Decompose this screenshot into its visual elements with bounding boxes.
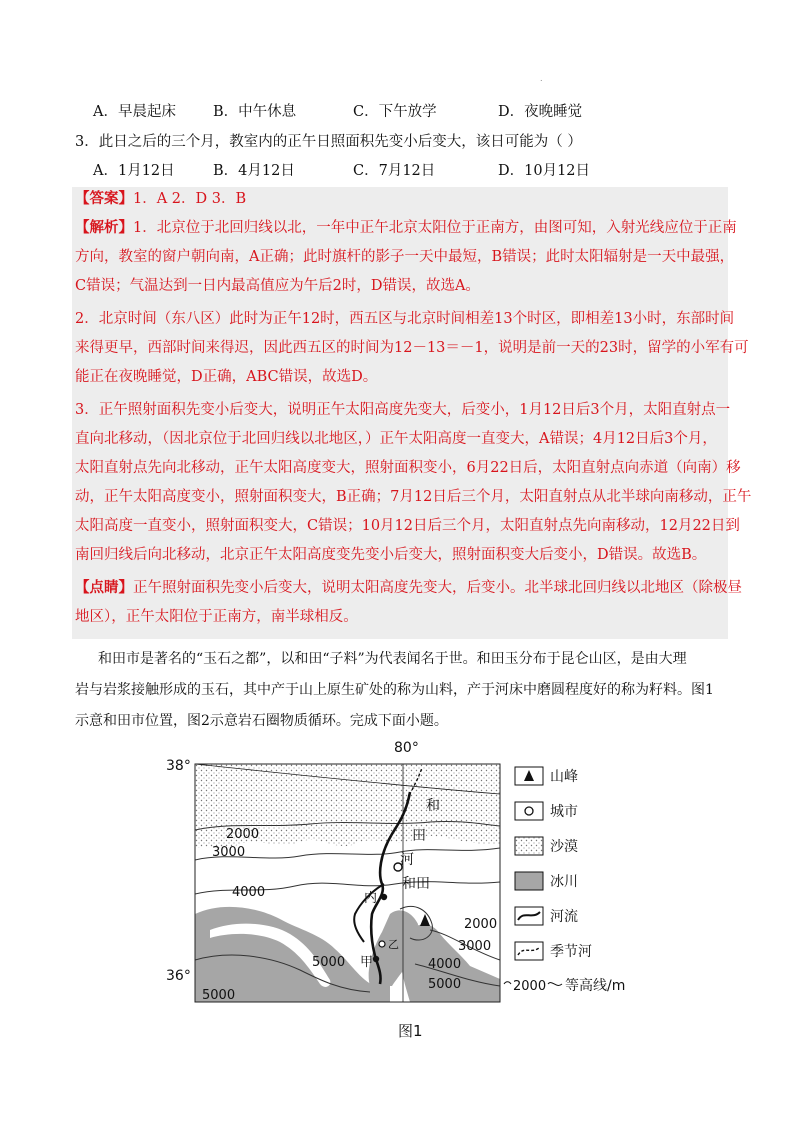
contour-3000-a: 3000 (212, 845, 246, 860)
analysis-line-7: 3．正午照射面积先变小后变大，说明正午太阳高度先变大，后变小，1月12日后3个月，太阳直射点一 (75, 402, 731, 418)
legend-city-label: 城市 (550, 804, 578, 820)
intro-line-1: 和田市是著名的“玉石之都”，以和田“子料”为代表闻名于世。和田玉分布于昆仑山区，是由大理 (98, 651, 687, 667)
legend-river-label: 河流 (550, 909, 578, 925)
legend-desert-swatch (515, 837, 543, 855)
hotan-map (160, 734, 680, 1044)
contour-5000-b: 5000 (428, 977, 462, 992)
analysis-line-5: 来得更早，西部时间来得迟，因此西五区的时间为12－13＝－1，说明是前一天的23时，留学的小军有可 (75, 340, 749, 356)
q3-option-a: A．1月12日 (93, 163, 175, 179)
point-yi (379, 941, 385, 947)
legend-contour-icon (548, 983, 562, 986)
contour-2000-b: 2000 (464, 917, 498, 932)
legend-seasonal-label: 季节河 (550, 944, 592, 960)
point-jia (373, 956, 379, 962)
legend-peak-label: 山峰 (550, 769, 578, 785)
answer-tag: 【答案】 (75, 190, 133, 207)
q3-option-b: B．4月12日 (213, 163, 295, 179)
analysis-line-1 (75, 218, 737, 238)
analysis-line-8: 直向北移动，（因北京位于北回归线以北地区，）正午太阳高度一直变大，A错误；4月12日后3个月， (75, 431, 717, 447)
river-label-1: 和 (426, 798, 440, 814)
answer-text: 1．A 2．D 3．B (133, 191, 247, 207)
comment-tag: 【点睛】 (75, 579, 133, 596)
q2-option-b: B．中午休息 (213, 104, 297, 120)
comment-line-1 (75, 578, 742, 598)
legend-contour-value: 2000 (513, 979, 547, 994)
map-legend (504, 767, 625, 994)
answer-line (75, 189, 246, 209)
contour-3000-b: 3000 (458, 939, 492, 954)
analysis-line-6: 能正在夜晚睡觉，D正确，ABC错误，故选D。 (75, 369, 378, 385)
contour-5000-a: 5000 (312, 955, 346, 970)
q3-option-d: D．10月12日 (498, 163, 591, 179)
top-mark: . (540, 74, 543, 83)
q2-option-d: D．夜晚睡觉 (498, 104, 583, 120)
analysis-line-12: 南回归线后向北移动，北京正午太阳高度变先变小后变大，照射面积变大后变小，D错误。故选B。 (75, 547, 707, 563)
legend-city-icon (525, 807, 533, 815)
contour-4000-b: 4000 (428, 957, 462, 972)
point-nei (381, 894, 387, 900)
analysis-line-11: 太阳高度一直变小，照射面积变大，C错误；10月12日后三个月，太阳直射点先向南移动，12月22日到 (75, 518, 740, 534)
q2-options (93, 100, 733, 122)
lat-top-label: 38° (166, 758, 191, 774)
legend-glacier-swatch (515, 872, 543, 890)
map-svg (160, 734, 680, 1044)
river-label-3: 河 (400, 852, 414, 868)
comment-line-2: 地区），正午太阳位于正南方，南半球相反。 (75, 609, 358, 625)
contour-5000-c: 5000 (202, 988, 236, 1003)
analysis-tag: 【解析】 (75, 219, 133, 236)
lat-bottom-label: 36° (166, 968, 191, 984)
label-jia: 甲 (360, 955, 374, 970)
analysis-line-3: C错误；气温达到一日内最高值应为午后2时，D错误，故选A。 (75, 278, 480, 294)
intro-line-2: 岩与岩浆接触形成的玉石，其中产于山上原生矿处的称为山料，产于河床中磨圆程度好的称为籽料。图1 (75, 682, 714, 698)
q3-option-c: C．7月12日 (353, 163, 436, 179)
contour-2000-a: 2000 (226, 827, 260, 842)
analysis-line-4: 2．北京时间（东八区）此时为正午12时，西五区与北京时间相差13个时区，即相差13小时，东部时间 (75, 311, 735, 327)
legend-contour-label: 等高线/m (565, 978, 626, 994)
figure-caption: 图1 (398, 1022, 423, 1040)
q2-option-c: C．下午放学 (353, 104, 437, 120)
analysis-line-2: 方向，教室的窗户朝向南，A正确；此时旗杆的影子一天中最短，B错误；此时太阳辐射是一天中最强， (75, 249, 735, 265)
label-yi: 乙 (388, 938, 399, 951)
label-nei: 内 (364, 891, 378, 906)
legend-desert-label: 沙漠 (550, 839, 578, 855)
lon-label: 80° (394, 740, 419, 756)
analysis-text-1: 1．北京位于北回归线以北，一年中正午北京太阳位于正南方，由图可知，入射光线应位于正南 (133, 220, 737, 236)
river-label-2: 田 (412, 828, 426, 844)
city-label: 和田 (402, 876, 430, 892)
analysis-line-10: 动，正午太阳高度变小，照射面积变大，B正确；7月12日后三个月，太阳直射点从北半球向南移动，正午 (75, 489, 752, 505)
comment-text-1: 正午照射面积先变小后变大，说明太阳高度先变大，后变小。北半球北回归线以北地区（除极昼 (133, 580, 742, 596)
contour-4000-a: 4000 (232, 885, 266, 900)
analysis-line-9: 太阳直射点先向北移动，正午太阳高度变大，照射面积变小，6月22日后，太阳直射点向赤道（向南）移 (75, 460, 741, 476)
legend-glacier-label: 冰川 (550, 874, 578, 890)
q3-options (93, 159, 733, 181)
q3-stem: 3．此日之后的三个月，教室内的正午日照面积先变小后变大，该日可能为（ ） (75, 134, 582, 150)
intro-line-3: 示意和田市位置，图2示意岩石圈物质循环。完成下面小题。 (75, 713, 448, 729)
q2-option-a: A．早晨起床 (93, 104, 176, 120)
